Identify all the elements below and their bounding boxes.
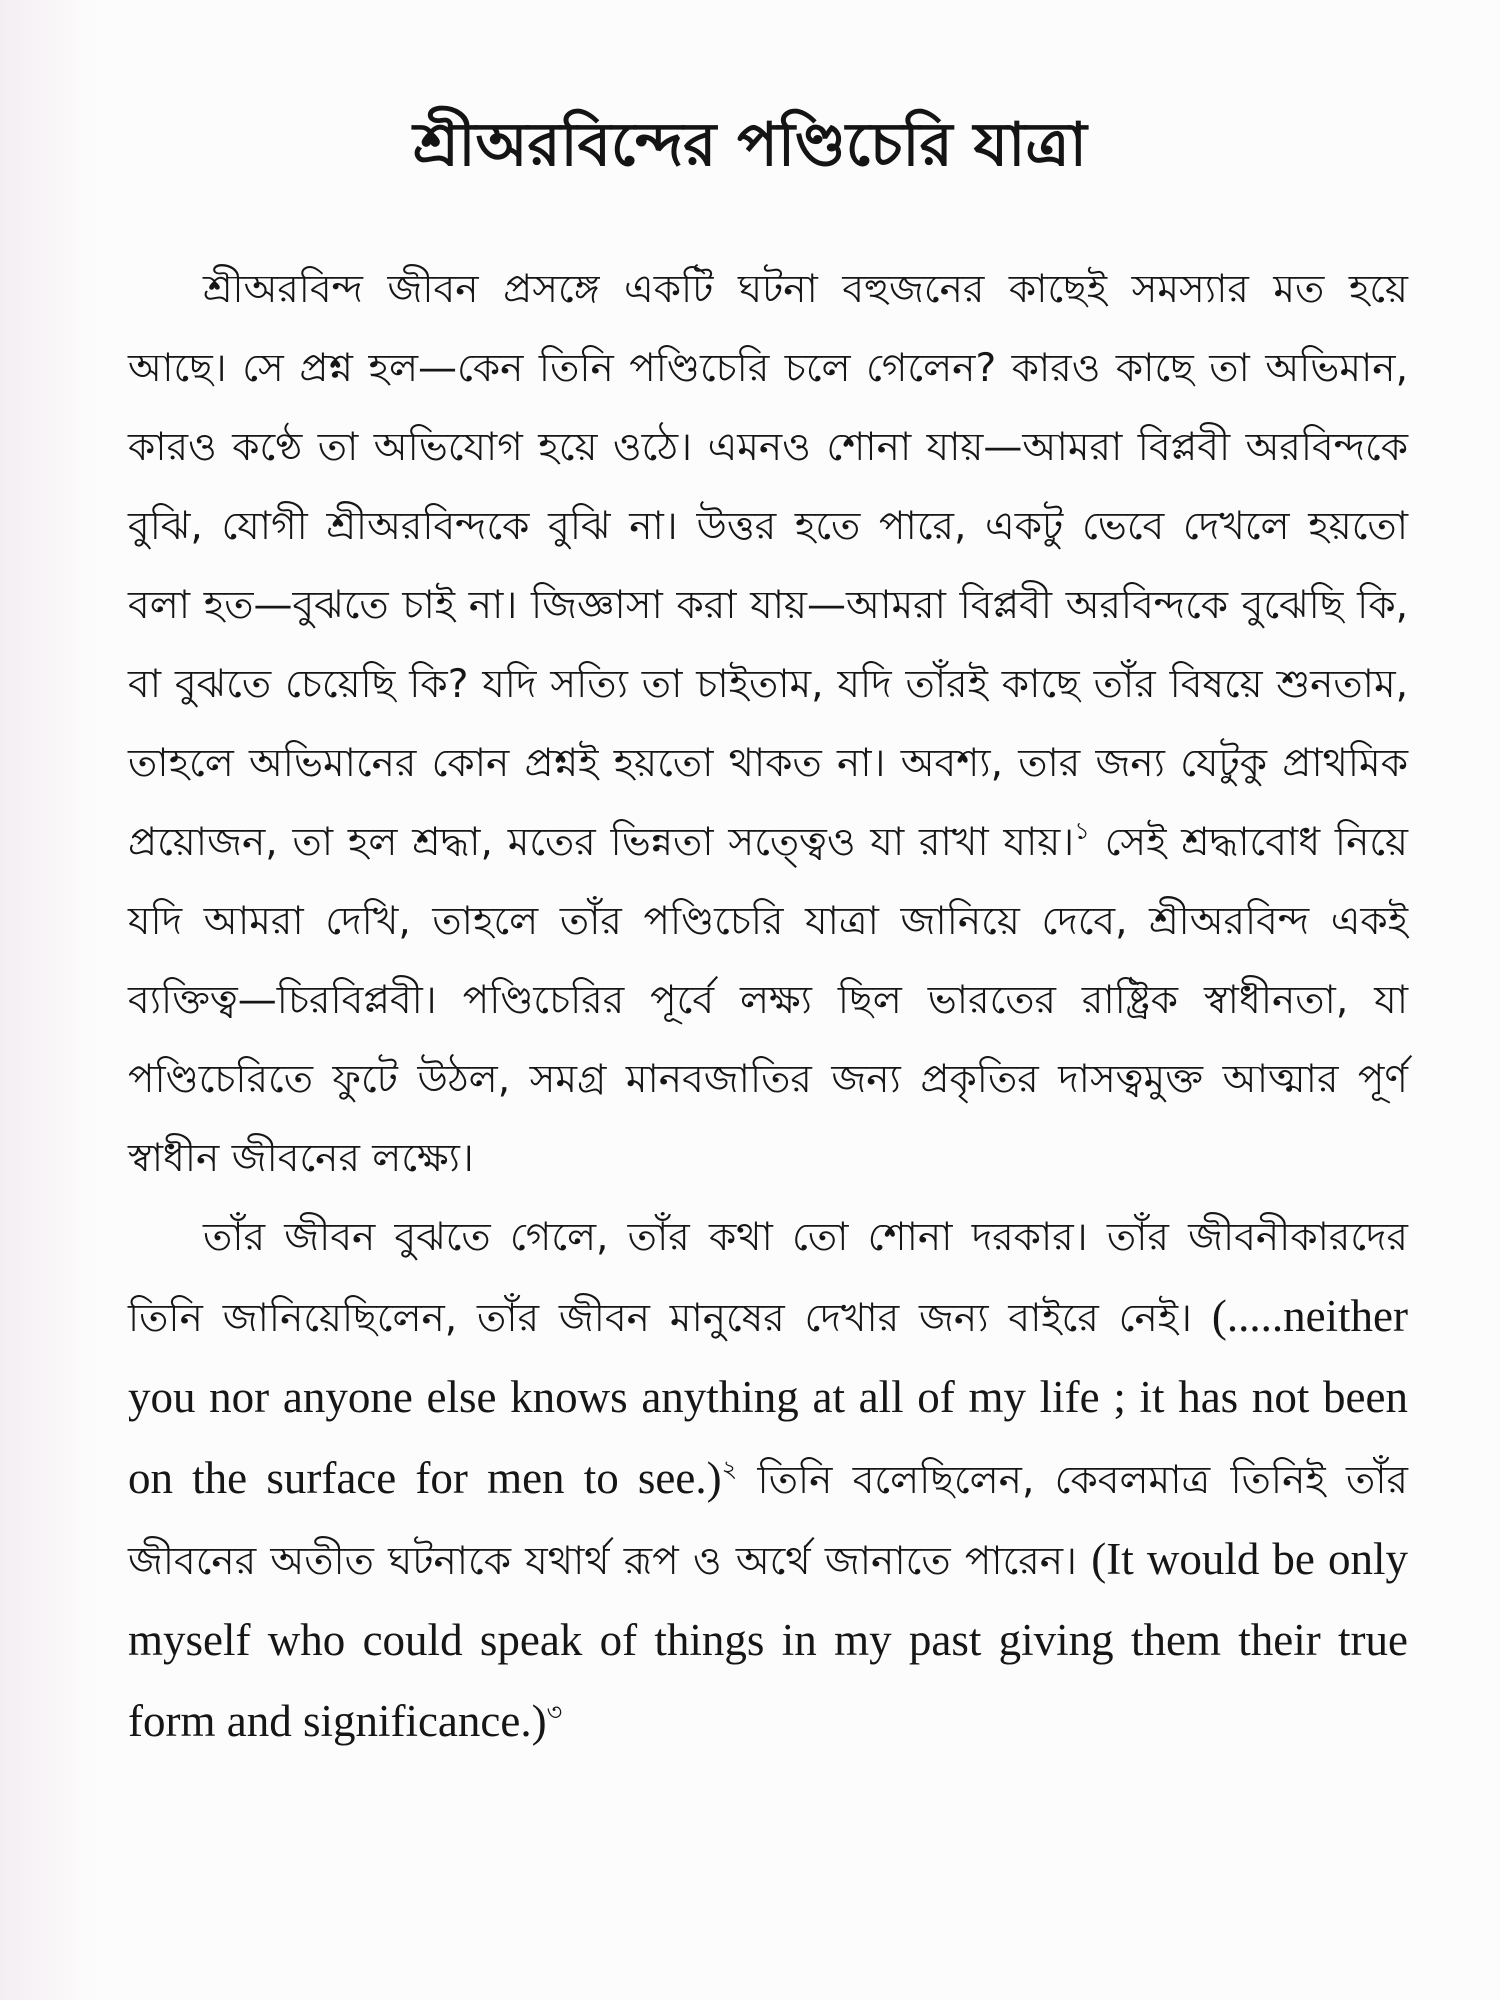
footnote-marker-1: ১ [1074,817,1090,845]
paragraph-2 [128,1198,1408,1763]
paragraph-1 [128,250,1408,1198]
chapter-title: শ্রীঅরবিন্দের পণ্ডিচেরি যাত্রা [413,110,1087,180]
english-quote-2: (It would be only myself who could speak of things in my past giving them their true form and significance.) [128,1534,1409,1746]
paragraph-2-text-a: তাঁর জীবন বুঝতে গেলে, তাঁর কথা তো শোনা দরকার। তাঁর জীবনীকারদের তিনি জানিয়েছিলেন, তাঁর জীবন মানুষের দেখার জন্য বাইরে নেই। [128,1215,1408,1341]
page-gutter-shadow [0,0,95,2000]
paragraph-1-text-b: সেই শ্রদ্ধাবোধ নিয়ে যদি আমরা দেখি, তাহলে তাঁর পণ্ডিচেরি যাত্রা জানিয়ে দেবে, শ্রীঅরবিন্দ একই ব্যক্তিত্ব—চিরবিপ্লবী। পণ্ডিচেরির পূর্বে লক্ষ্য ছিল ভারতের রাষ্ট্রিক স্বাধীনতা, যা পণ্ডিচেরিতে ফুটে উঠল, সমগ্র মানবজাতির জন্য প্রকৃতির দাসত্বমুক্ত আত্মার পূর্ণ স্বাধীন জীবনের লক্ষ্যে। [128,820,1409,1181]
footnote-marker-2: ২ [721,1455,738,1483]
body-text [128,250,1408,1763]
english-quote-1: (.....neither you nor anyone else knows anything at all of my life ; it has not been on the surface for men to see.) [128,1291,1408,1503]
footnote-marker-3: ৩ [546,1698,563,1726]
paragraph-1-text-a: শ্রীঅরবিন্দ জীবন প্রসঙ্গে একটি ঘটনা বহুজনের কাছেই সমস্যার মত হয়ে আছে। সে প্রশ্ন হল—কেন তিনি পণ্ডিচেরি চলে গেলেন? কারও কাছে তা অভিমান, কারও কণ্ঠে তা অভিযোগ হয়ে ওঠে। এমনও শোনা যায়—আমরা বিপ্লবী অরবিন্দকে বুঝি, যোগী শ্রীঅরবিন্দকে বুঝি না। উত্তর হতে পারে, একটু ভেবে দেখলে হয়তো বলা হত—বুঝতে চাই না। জিজ্ঞাসা করা যায়—আমরা বিপ্লবী অরবিন্দকে বুঝেছি কি, বা বুঝতে চেয়েছি কি? যদি সত্যি তা চাইতাম, যদি তাঁরই কাছে তাঁর বিষয়ে শুনতাম, তাহলে অভিমানের কোন প্রশ্নই হয়তো থাকত না। অবশ্য, তার জন্য যেটুকু প্রাথমিক প্রয়োজন, তা হল শ্রদ্ধা, মতের ভিন্নতা সত্ত্বেও যা রাখা যায়। [128,267,1408,865]
paragraph-2-text-b: তিনি বলেছিলেন, কেবলমাত্র তিনিই তাঁর জীবনের অতীত ঘটনাকে যথার্থ রূপ ও অর্থে জানাতে পারেন। [128,1458,1408,1584]
